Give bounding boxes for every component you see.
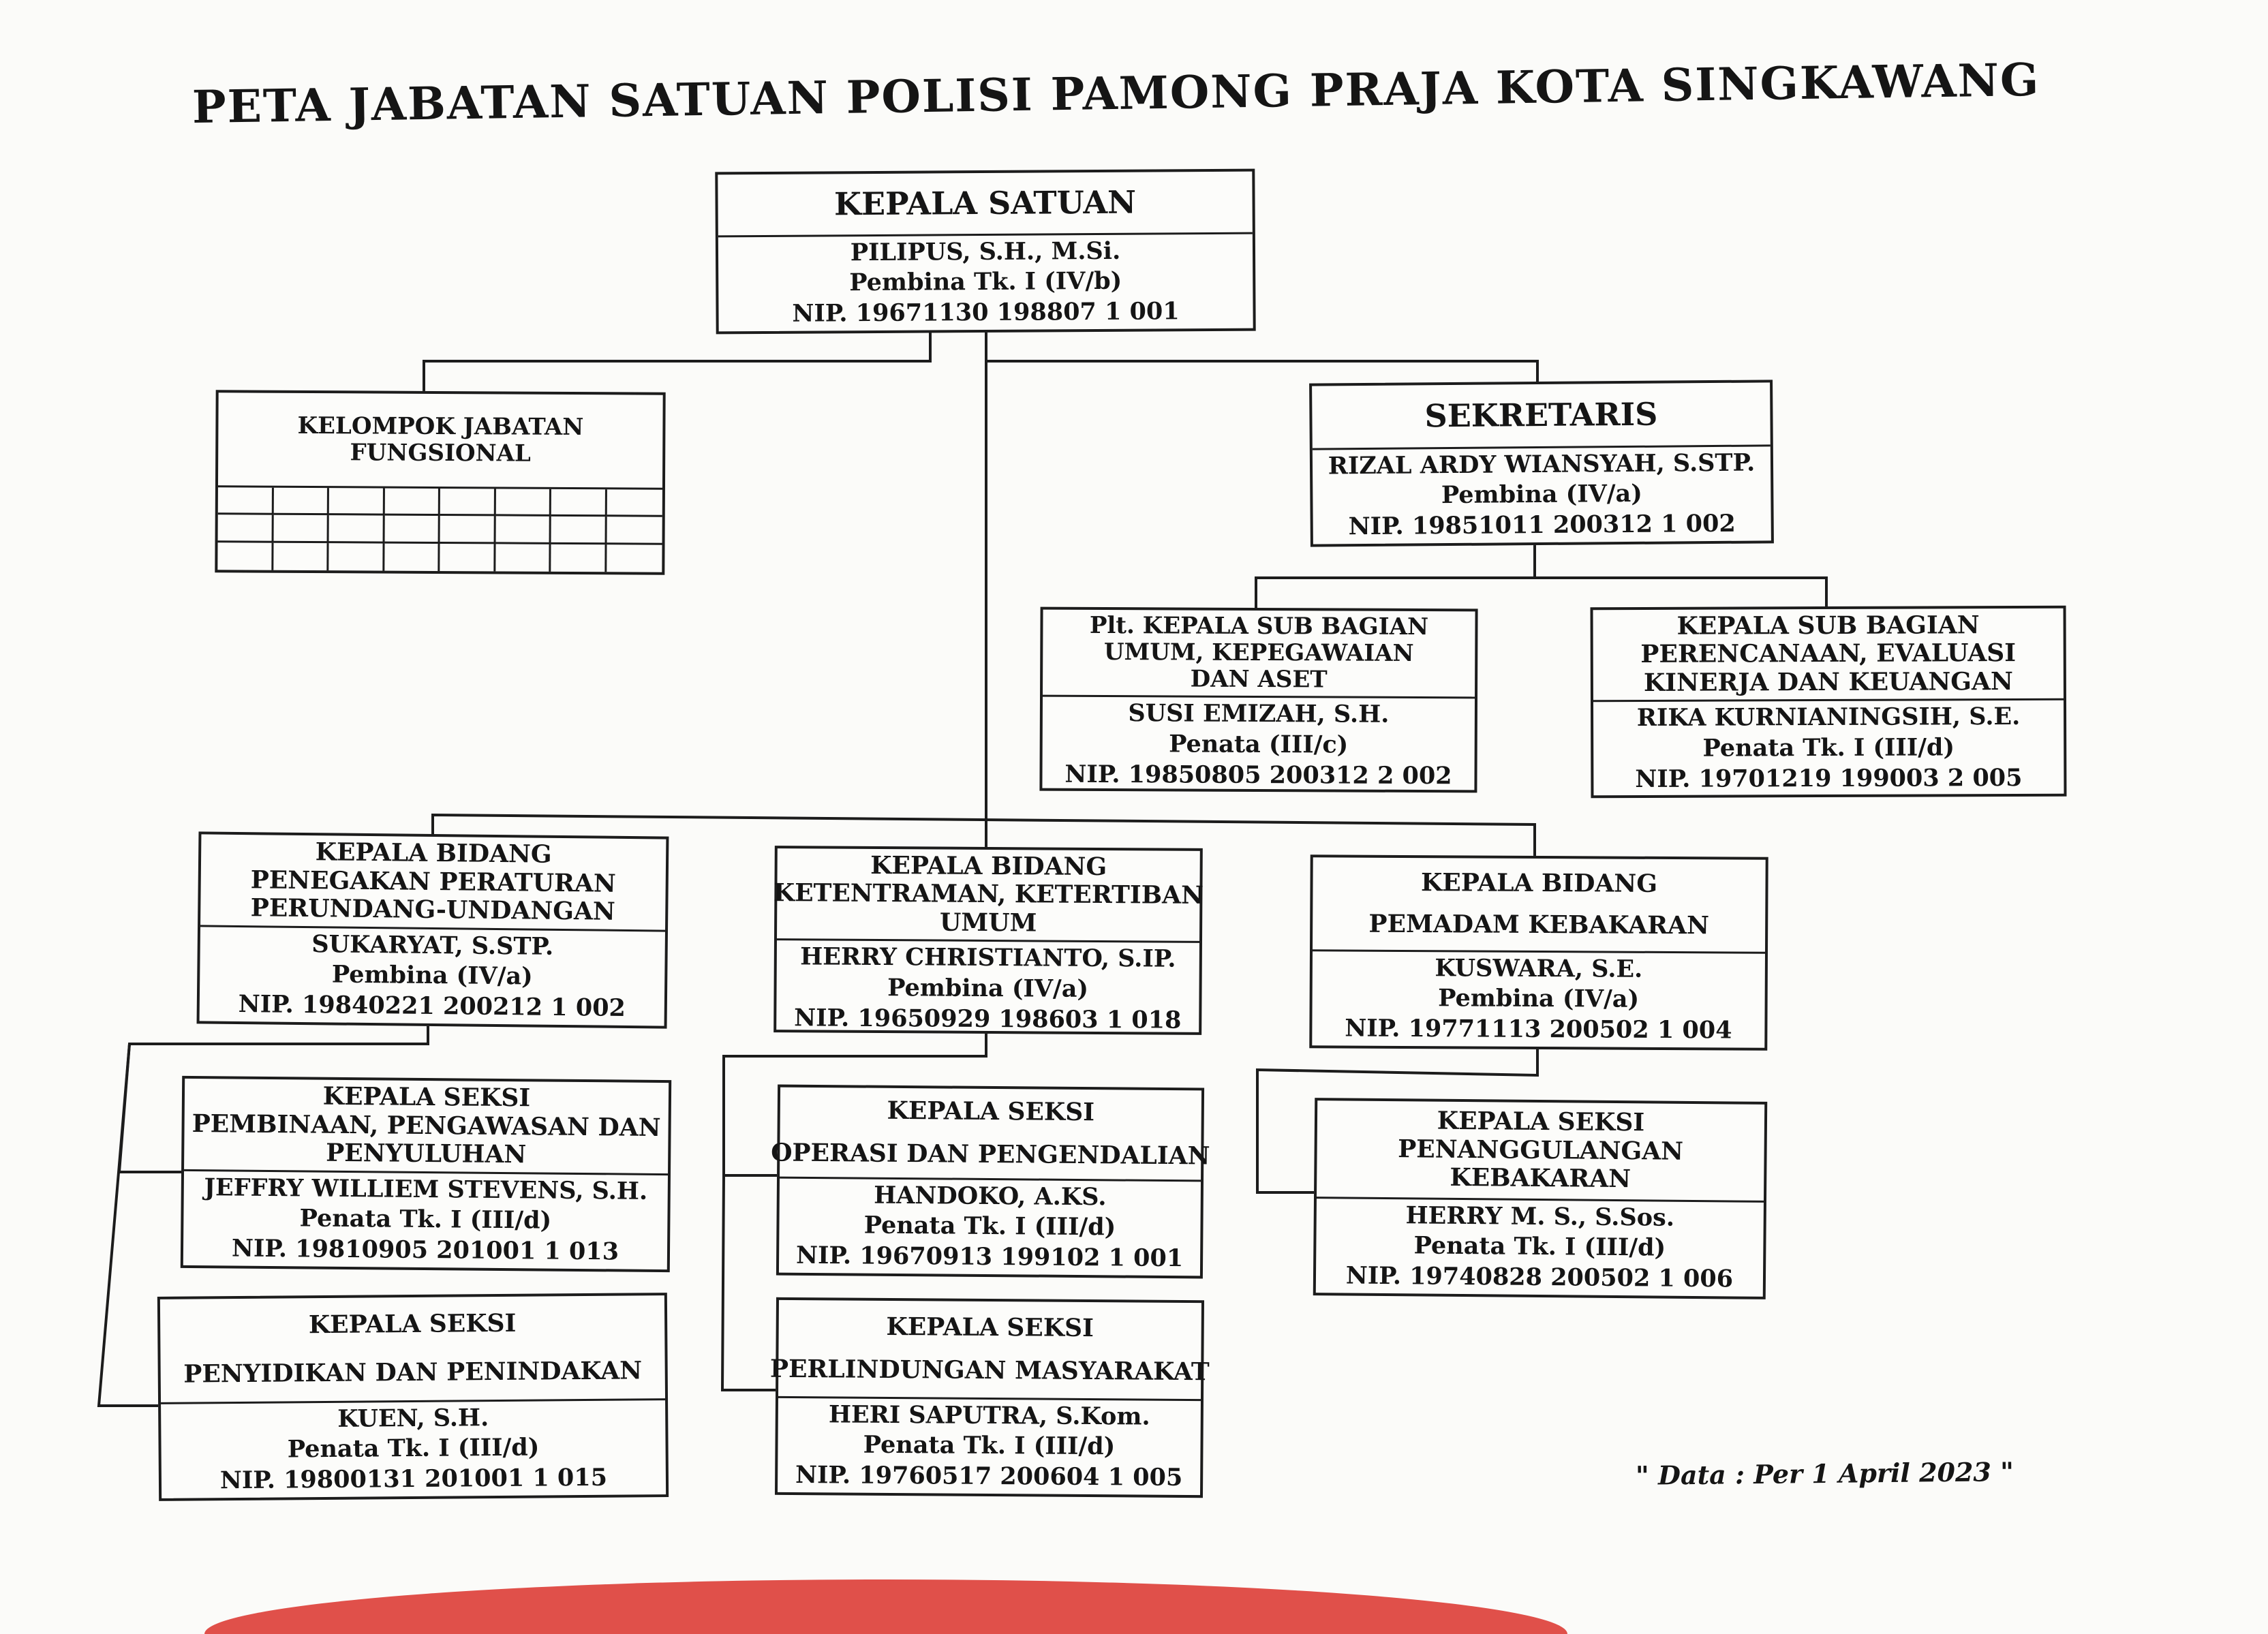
grid-cell: [329, 515, 385, 543]
box-kepala-satuan: [715, 169, 1255, 335]
position-line: PENANGGULANGAN: [1398, 1134, 1684, 1166]
official-rank: Pembina Tk. I (IV/b): [849, 267, 1122, 297]
position-line: PERENCANAAN, EVALUASI: [1640, 638, 2017, 669]
box-body: [1312, 951, 1765, 1048]
official-rank: Penata Tk. I (III/d): [1702, 733, 1955, 762]
position-line: KEPALA BIDANG: [870, 850, 1107, 882]
official-nip: NIP. 19850805 200312 2 002: [1064, 760, 1452, 790]
box-body: [1593, 700, 2064, 797]
official-rank: Pembina (IV/a): [1438, 984, 1640, 1014]
position-line: UMUM, KEPEGAWAIAN: [1103, 638, 1414, 668]
official-name: HERRY M. S., S.Sos.: [1405, 1201, 1675, 1232]
box-head: [184, 1079, 669, 1175]
box-body: [183, 1171, 668, 1270]
box-subbag-umum-kepegawaian-aset: [1039, 607, 1477, 793]
official-name: HERI SAPUTRA, S.Kom.: [828, 1400, 1150, 1431]
connector-sekretaris: [986, 361, 1537, 382]
position-line: KETENTRAMAN, KETERTIBAN: [773, 878, 1204, 910]
grid-cell: [384, 543, 440, 571]
box-body: [200, 927, 665, 1026]
position-line: PEMADAM KEBAKARAN: [1368, 909, 1710, 940]
grid-cell: [218, 515, 274, 543]
grid-cell: [607, 489, 662, 517]
official-rank: Penata Tk. I (III/d): [299, 1204, 552, 1235]
position-line: PENYIDIKAN DAN PENINDAKAN: [183, 1356, 643, 1389]
official-rank: Penata Tk. I (III/d): [1413, 1231, 1666, 1263]
box-body: [1316, 1199, 1764, 1297]
connector-seksi-perlindungan: [722, 1175, 776, 1390]
position-line: PENYULUHAN: [326, 1138, 527, 1169]
official-name: KUSWARA, S.E.: [1435, 953, 1643, 983]
position-line: KEBAKARAN: [1450, 1162, 1631, 1194]
position-line: Plt. KEPALA SUB BAGIAN: [1089, 611, 1429, 641]
grid-cell: [384, 489, 440, 517]
grid-cell: [495, 544, 551, 572]
box-head: [769, 1300, 1210, 1401]
box-head: [1593, 608, 2064, 703]
box-head: [1043, 610, 1475, 699]
grid-cell: [495, 517, 551, 544]
position-line: FUNGSIONAL: [350, 439, 531, 467]
grid-cell: [551, 517, 607, 544]
position-line: PERLINDUNGAN MASYARAKAT: [769, 1355, 1210, 1387]
data-date-note: " Data : Per 1 April 2023 ": [1635, 1456, 2014, 1491]
box-seksi-penyidikan-penindakan: [157, 1293, 669, 1501]
box-head: [773, 848, 1204, 943]
position-line: PERUNDANG-UNDANGAN: [250, 893, 616, 926]
position-line: UMUM: [939, 908, 1037, 938]
connector-kelompok: [424, 333, 930, 391]
position-line: KEPALA BIDANG: [315, 837, 552, 869]
box-head: [771, 1088, 1210, 1182]
position-line: KEPALA BIDANG: [1420, 867, 1658, 898]
official-nip: NIP. 19810905 201001 1 013: [231, 1234, 619, 1266]
official-rank: Pembina (IV/a): [1441, 480, 1642, 510]
official-name: HANDOKO, A.KS.: [874, 1181, 1107, 1211]
official-name: SUKARYAT, S.STP.: [311, 929, 554, 961]
box-seksi-operasi-pengendalian: [771, 1085, 1210, 1279]
official-nip: NIP. 19701219 199003 2 005: [1635, 763, 2023, 793]
grid-cell: [551, 544, 607, 572]
box-head: [1313, 857, 1766, 953]
box-body: [1042, 697, 1475, 793]
grid-cell: [217, 542, 273, 570]
grid-cell: [495, 489, 551, 517]
official-nip: NIP. 19771113 200502 1 004: [1345, 1014, 1732, 1045]
position-line: KINERJA DAN KEUANGAN: [1643, 666, 2013, 697]
functional-grid-table: [217, 487, 662, 572]
box-seksi-perlindungan-masyarakat: [769, 1297, 1210, 1498]
grid-cell: [607, 517, 662, 545]
grid-cell: [551, 489, 607, 517]
official-name: SUSI EMIZAH, S.H.: [1128, 699, 1390, 729]
grid-cell: [384, 516, 440, 544]
position-line: PENEGAKAN PERATURAN: [250, 865, 616, 898]
official-nip: NIP. 19760517 200604 1 005: [795, 1461, 1183, 1492]
box-body: [1313, 446, 1771, 544]
box-seksi-pembinaan-pengawasan: [181, 1076, 671, 1272]
position-line: KEPALA SEKSI: [886, 1312, 1094, 1342]
official-name: PILIPUS, S.H., M.Si.: [850, 236, 1121, 266]
box-body: [776, 940, 1199, 1037]
connector-subbag-umum: [1256, 545, 1535, 608]
official-name: KUEN, S.H.: [337, 1403, 489, 1433]
official-rank: Pembina (IV/a): [331, 960, 533, 991]
connector-subbag-perencanaan: [1535, 578, 1826, 606]
official-name: RIZAL ARDY WIANSYAH, S.STP.: [1328, 448, 1756, 480]
official-nip: NIP. 19670913 199102 1 001: [795, 1241, 1184, 1273]
box-subbag-perencanaan-evaluasi-keuangan: [1591, 606, 2067, 798]
box-head: [160, 1295, 665, 1404]
official-rank: Penata Tk. I (III/d): [863, 1431, 1116, 1461]
position-line: KEPALA SEKSI: [308, 1308, 517, 1340]
official-rank: Pembina (IV/a): [887, 974, 1089, 1003]
connector-seksi-penyidikan: [99, 1044, 158, 1406]
grid-cell: [440, 516, 496, 544]
box-kelompok-jabatan-fungsional: [215, 390, 665, 574]
box-body: [778, 1398, 1201, 1495]
box-head: [718, 172, 1253, 237]
position-line: PEMBINAAN, PENGAWASAN DAN: [191, 1109, 661, 1142]
official-name: RIKA KURNIANINGSIH, S.E.: [1636, 703, 2021, 733]
box-seksi-penanggulangan-kebakaran: [1313, 1098, 1768, 1299]
box-head: [1312, 382, 1771, 450]
official-nip: NIP. 19851011 200312 1 002: [1348, 509, 1736, 541]
grid-cell: [328, 543, 384, 571]
official-nip: NIP. 19740828 200502 1 006: [1345, 1261, 1734, 1293]
grid-cell: [218, 487, 274, 515]
grid-cell: [273, 542, 329, 570]
grid-cell: [273, 488, 329, 516]
position-line: SEKRETARIS: [1424, 395, 1658, 435]
position-line: KEPALA SATUAN: [833, 183, 1137, 223]
box-body: [779, 1178, 1201, 1276]
position-line: KEPALA SEKSI: [322, 1081, 531, 1113]
box-sekretaris: [1309, 380, 1774, 546]
box-head: [1317, 1100, 1764, 1202]
official-nip: NIP. 19671130 198807 1 001: [792, 297, 1180, 328]
box-bidang-ketentraman-ketertiban: [773, 846, 1203, 1035]
official-rank: Penata Tk. I (III/d): [863, 1211, 1116, 1242]
official-rank: Penata (III/c): [1169, 730, 1349, 759]
official-nip: NIP. 19840221 200212 1 002: [238, 990, 626, 1023]
box-head: [218, 392, 663, 489]
official-rank: Penata Tk. I (III/d): [287, 1433, 540, 1464]
position-line: KEPALA SUB BAGIAN: [1676, 611, 1980, 641]
position-line: KELOMPOK JABATAN: [297, 412, 584, 442]
grid-cell: [273, 515, 329, 543]
position-line: KEPALA SEKSI: [887, 1096, 1095, 1127]
position-line: OPERASI DAN PENGENDALIAN: [771, 1138, 1210, 1171]
official-nip: NIP. 19800131 201001 1 015: [219, 1463, 608, 1495]
official-nip: NIP. 19650929 198603 1 018: [794, 1004, 1182, 1034]
page-title: PETA JABATAN SATUAN POLISI PAMONG PRAJA KOTA SINGKAWANG: [191, 52, 2040, 134]
official-name: HERRY CHRISTIANTO, S.IP.: [800, 942, 1176, 973]
official-name: JEFFRY WILLIEM STEVENS, S.H.: [204, 1173, 648, 1205]
grid-cell: [607, 544, 662, 572]
box-bidang-pemadam-kebakaran: [1309, 854, 1768, 1051]
grid-cell: [440, 489, 496, 517]
box-head: [200, 834, 666, 931]
box-body: [718, 234, 1253, 331]
box-bidang-penegakan-peraturan: [197, 831, 669, 1028]
position-line: KEPALA SEKSI: [1437, 1106, 1645, 1137]
grid-cell: [329, 488, 385, 516]
position-line: DAN ASET: [1190, 665, 1328, 694]
box-body: [161, 1400, 666, 1498]
grid-cell: [440, 544, 495, 572]
